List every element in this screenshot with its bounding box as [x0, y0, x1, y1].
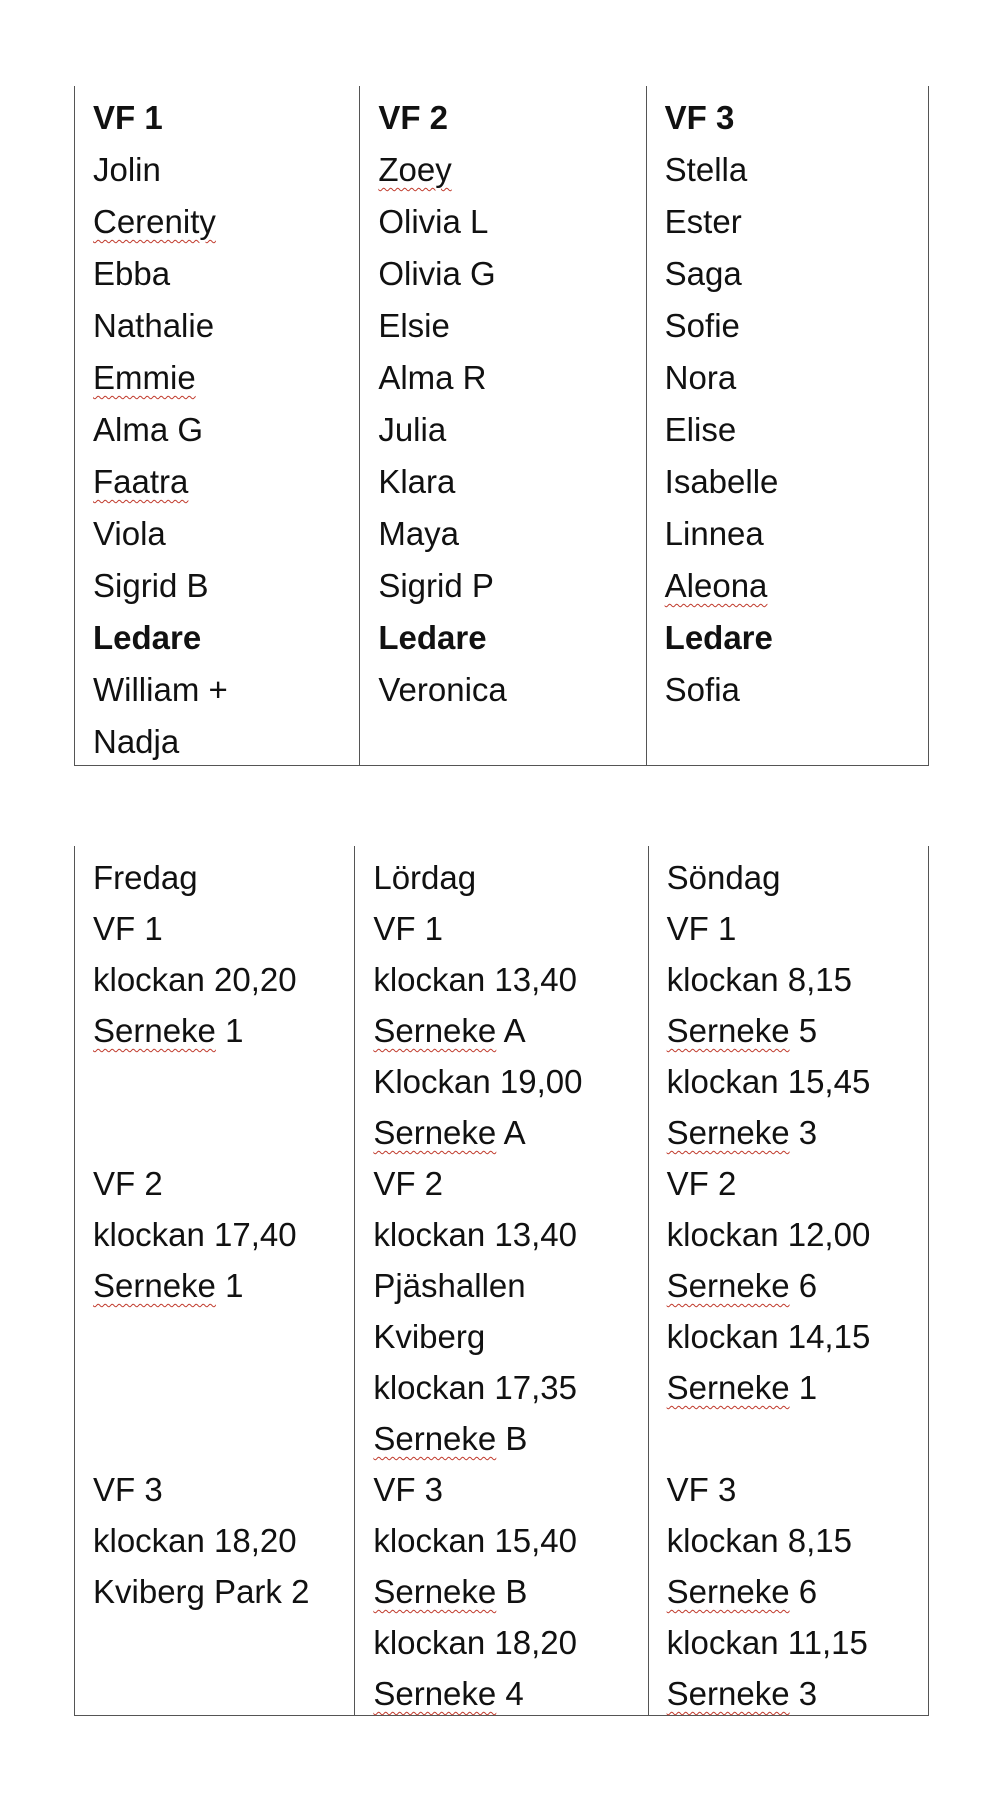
leader-name: William + — [93, 671, 228, 708]
player-name: Isabelle — [664, 463, 779, 500]
spellcheck-word: Serneke — [373, 1012, 497, 1049]
player-name: Nathalie — [93, 307, 215, 344]
player-name: Maya — [378, 515, 460, 552]
match-venue: Serneke 3 — [666, 1675, 818, 1712]
spellcheck-word: Zoey — [378, 151, 452, 188]
match-venue: Serneke 4 — [373, 1675, 524, 1712]
player-name — [93, 352, 359, 404]
match-time: klockan 15,45 — [666, 1063, 871, 1100]
match-venue: Serneke A — [373, 1012, 526, 1049]
team-label: VF 1 — [373, 910, 444, 947]
match-time: klockan 18,20 — [373, 1624, 577, 1661]
player-name: Sigrid B — [93, 567, 209, 604]
spellcheck-word: Serneke — [93, 1012, 216, 1049]
player-name: Elsie — [378, 307, 450, 344]
match-time: klockan 12,00 — [666, 1216, 871, 1253]
player-name: Ebba — [93, 255, 171, 292]
player-name: Jolin — [93, 151, 161, 188]
player-name: Alma G — [93, 411, 204, 448]
team-header: VF 1 — [93, 99, 163, 136]
match-venue: Kviberg Park 2 — [93, 1573, 310, 1610]
spellcheck-word: Emmie — [93, 359, 196, 396]
leader-name: Nadja — [93, 723, 180, 760]
schedule-column-sondag — [649, 846, 928, 1715]
day-header: Lördag — [373, 859, 477, 896]
player-name — [378, 144, 645, 196]
team-label: VF 2 — [373, 1165, 444, 1202]
player-name: Olivia L — [378, 203, 489, 240]
team-column-vf2 — [360, 86, 646, 765]
team-label: VF 2 — [666, 1165, 737, 1202]
spellcheck-word: Serneke — [93, 1267, 216, 1304]
team-label: VF 2 — [93, 1165, 163, 1202]
spellcheck-word: Serneke — [373, 1573, 497, 1610]
day-header: Fredag — [93, 859, 198, 896]
spellcheck-word: Serneke — [373, 1675, 497, 1712]
player-name: Saga — [664, 255, 742, 292]
player-name: Sigrid P — [378, 567, 494, 604]
match-time: Klockan 19,00 — [373, 1063, 583, 1100]
spellcheck-word: Serneke — [373, 1114, 497, 1151]
match-time: klockan 8,15 — [666, 1522, 852, 1559]
player-name: Alma R — [378, 359, 487, 396]
spellcheck-word: Faatra — [93, 463, 189, 500]
player-name: Linnea — [664, 515, 764, 552]
match-time: klockan 17,40 — [93, 1216, 297, 1253]
spellcheck-word: Serneke — [666, 1573, 790, 1610]
match-time: klockan 13,40 — [373, 961, 577, 998]
match-time: klockan 8,15 — [666, 961, 852, 998]
player-name: Olivia G — [378, 255, 496, 292]
teams-table — [74, 86, 929, 766]
player-name: Stella — [664, 151, 748, 188]
schedule-table — [74, 846, 929, 1716]
team-label: VF 3 — [666, 1471, 737, 1508]
match-time: klockan 20,20 — [93, 961, 297, 998]
team-label: VF 1 — [93, 910, 163, 947]
team-header: VF 2 — [378, 99, 449, 136]
match-time: klockan 15,40 — [373, 1522, 577, 1559]
leader-name: Veronica — [378, 671, 507, 708]
player-name — [665, 560, 928, 612]
match-time: klockan 14,15 — [666, 1318, 871, 1355]
match-venue: Kviberg — [373, 1318, 486, 1355]
match-venue: Serneke 1 — [666, 1369, 818, 1406]
team-column-vf1 — [75, 86, 360, 765]
spellcheck-word: Serneke — [666, 1114, 790, 1151]
match-venue: Pjäshallen — [373, 1267, 526, 1304]
spellcheck-word: Serneke — [666, 1012, 790, 1049]
match-venue: Serneke 5 — [666, 1012, 818, 1049]
match-venue: Serneke B — [373, 1573, 528, 1610]
team-column-vf3 — [647, 86, 928, 765]
player-name: Viola — [93, 515, 166, 552]
leader-label: Ledare — [664, 619, 773, 656]
match-venue: Serneke 1 — [93, 1012, 244, 1049]
match-time: klockan 17,35 — [373, 1369, 577, 1406]
match-venue: Serneke 3 — [666, 1114, 818, 1151]
spellcheck-word: Serneke — [373, 1420, 497, 1457]
match-venue: Serneke B — [373, 1420, 528, 1457]
match-venue: Serneke 1 — [93, 1267, 244, 1304]
team-header: VF 3 — [664, 99, 735, 136]
player-name: Nora — [664, 359, 737, 396]
match-venue: Serneke A — [373, 1114, 526, 1151]
match-venue: Serneke 6 — [666, 1573, 818, 1610]
spellcheck-word: Serneke — [666, 1267, 790, 1304]
leader-label: Ledare — [93, 619, 202, 656]
match-time: klockan 11,15 — [666, 1624, 868, 1661]
leader-label: Ledare — [378, 619, 487, 656]
schedule-column-fredag — [75, 846, 355, 1715]
player-name: Ester — [664, 203, 742, 240]
spellcheck-word: Aleona — [664, 567, 768, 604]
player-name: Elise — [664, 411, 737, 448]
player-name: Klara — [378, 463, 456, 500]
match-time: klockan 18,20 — [93, 1522, 297, 1559]
team-label: VF 3 — [373, 1471, 444, 1508]
player-name: Julia — [378, 411, 447, 448]
match-time: klockan 13,40 — [373, 1216, 577, 1253]
team-label: VF 3 — [93, 1471, 163, 1508]
leader-name: Sofia — [664, 671, 740, 708]
team-label: VF 1 — [666, 910, 737, 947]
spellcheck-word: Serneke — [666, 1675, 790, 1712]
player-name — [93, 196, 359, 248]
schedule-column-lordag — [355, 846, 648, 1715]
player-name: Sofie — [664, 307, 740, 344]
spellcheck-word: Serneke — [666, 1369, 790, 1406]
spellcheck-word: Cerenity — [93, 203, 216, 240]
match-venue: Serneke 6 — [666, 1267, 818, 1304]
player-name — [93, 456, 359, 508]
day-header: Söndag — [666, 859, 781, 896]
